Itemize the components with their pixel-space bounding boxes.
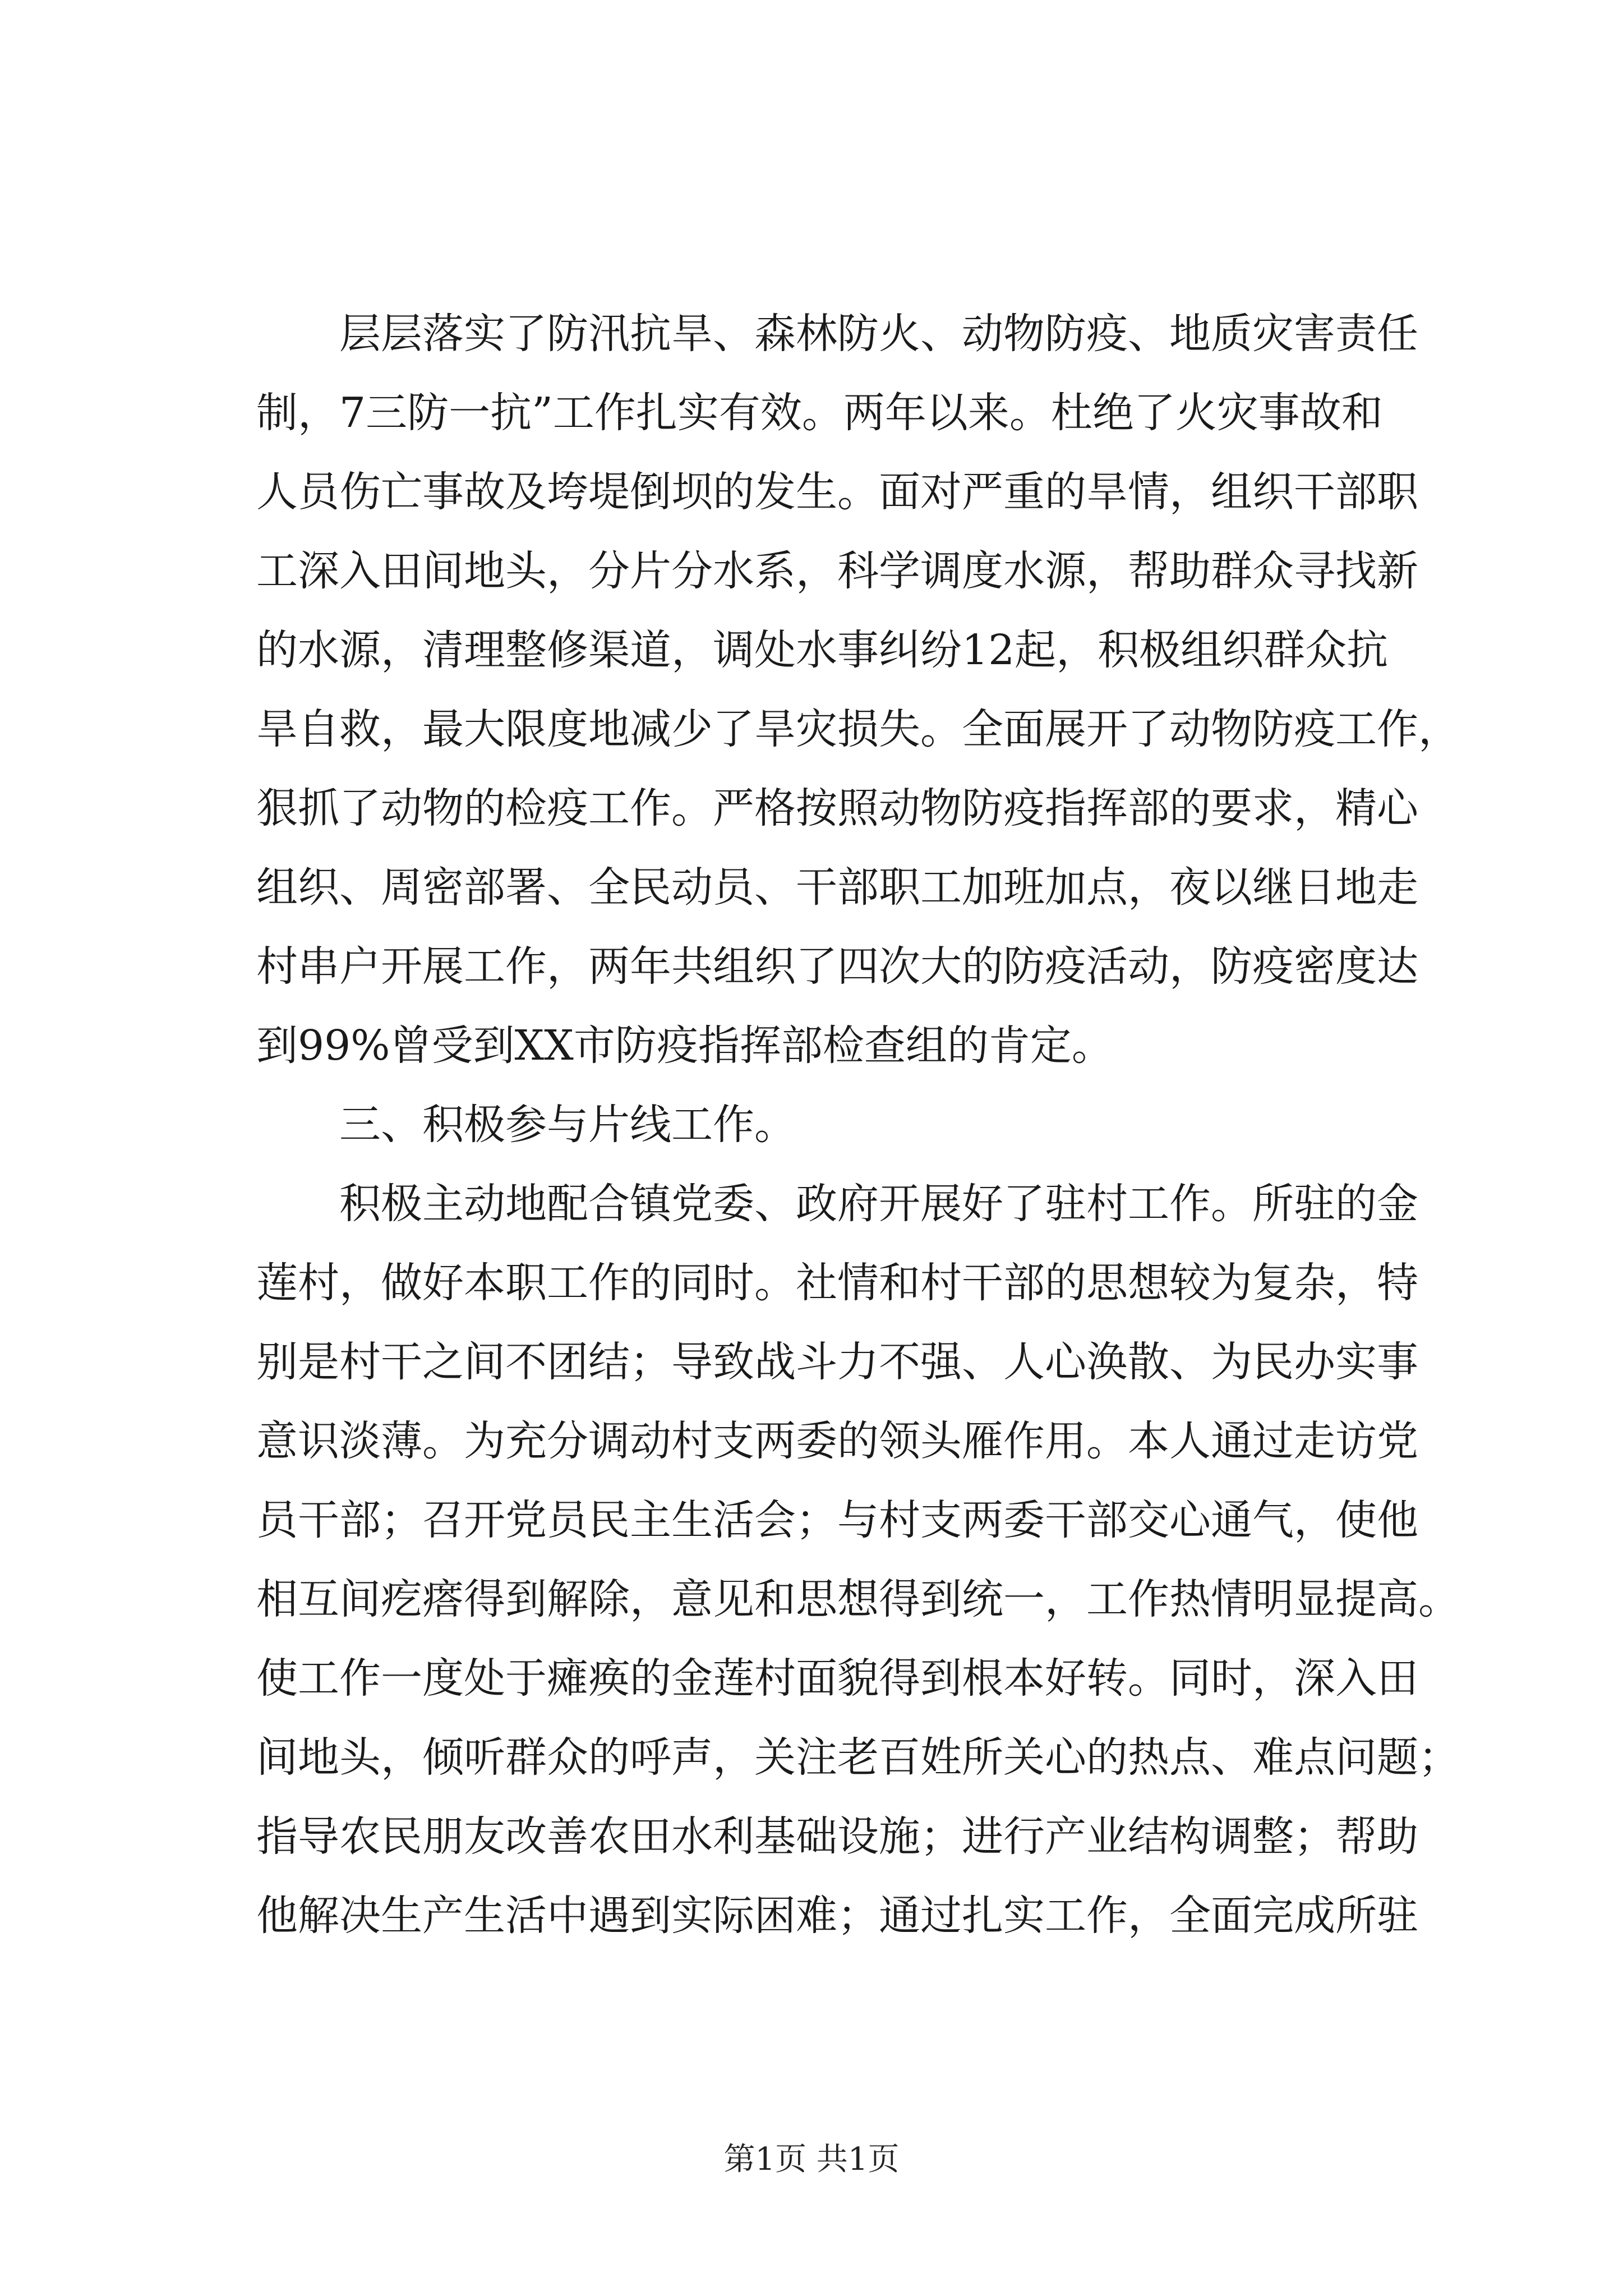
text-line: 别是村干之间不团结；导致战斗力不强、人心涣散、为民办实事 bbox=[256, 1338, 1418, 1386]
text-line: 他解决生产生活中遇到实际困难；通过扎实工作，全面完成所驻 bbox=[256, 1892, 1418, 1940]
text-line: 层层落实了防汛抗旱、森林防火、动物防疫、地质灾害责任 bbox=[339, 310, 1418, 358]
text-line: 的水源，清理整修渠道，调处水事纠纷12起，积极组织群众抗 bbox=[256, 626, 1389, 674]
text-line: 到99%曾受到XX市防疫指挥部检查组的肯定。 bbox=[256, 1022, 1113, 1070]
text-line: 间地头，倾听群众的呼声，关注老百姓所关心的热点、难点问题； bbox=[256, 1733, 1460, 1782]
page-footer: 第1页 共1页 bbox=[723, 2141, 900, 2178]
text-line: 指导农民朋友改善农田水利基础设施；进行产业结构调整；帮助 bbox=[256, 1812, 1418, 1861]
text-line: 工深入田间地头，分片分水系，科学调度水源，帮助群众寻找新 bbox=[256, 547, 1418, 595]
text-line: 旱自救，最大限度地减少了旱灾损失。全面展开了动物防疫工作， bbox=[256, 705, 1460, 753]
text-line: 村串户开展工作，两年共组织了四次大的防疫活动，防疫密度达 bbox=[256, 942, 1418, 991]
text-line: 制，7三防一抗”工作扎实有效。两年以来。杜绝了火灾事故和 bbox=[256, 389, 1383, 437]
text-line: 积极主动地配合镇党委、政府开展好了驻村工作。所驻的金 bbox=[339, 1180, 1418, 1228]
text-line: 相互间疙瘩得到解除，意见和思想得到统一，工作热情明显提高。 bbox=[256, 1575, 1460, 1623]
text-line: 三、积极参与片线工作。 bbox=[339, 1101, 796, 1149]
text-line: 组织、周密部署、全民动员、干部职工加班加点，夜以继日地走 bbox=[256, 863, 1418, 912]
text-line: 人员伤亡事故及垮堤倒坝的发生。面对严重的旱情，组织干部职 bbox=[256, 468, 1418, 516]
document-body bbox=[256, 295, 1460, 1955]
text-line: 意识淡薄。为充分调动村支两委的领头雁作用。本人通过走访党 bbox=[256, 1417, 1418, 1465]
text-line: 员干部；召开党员民主生活会；与村支两委干部交心通气，使他 bbox=[256, 1496, 1418, 1544]
text-line: 莲村，做好本职工作的同时。社情和村干部的思想较为复杂，特 bbox=[256, 1259, 1418, 1307]
text-line: 狠抓了动物的检疫工作。严格按照动物防疫指挥部的要求，精心 bbox=[256, 784, 1418, 832]
text-line: 使工作一度处于瘫痪的金莲村面貌得到根本好转。同时，深入田 bbox=[256, 1654, 1418, 1703]
